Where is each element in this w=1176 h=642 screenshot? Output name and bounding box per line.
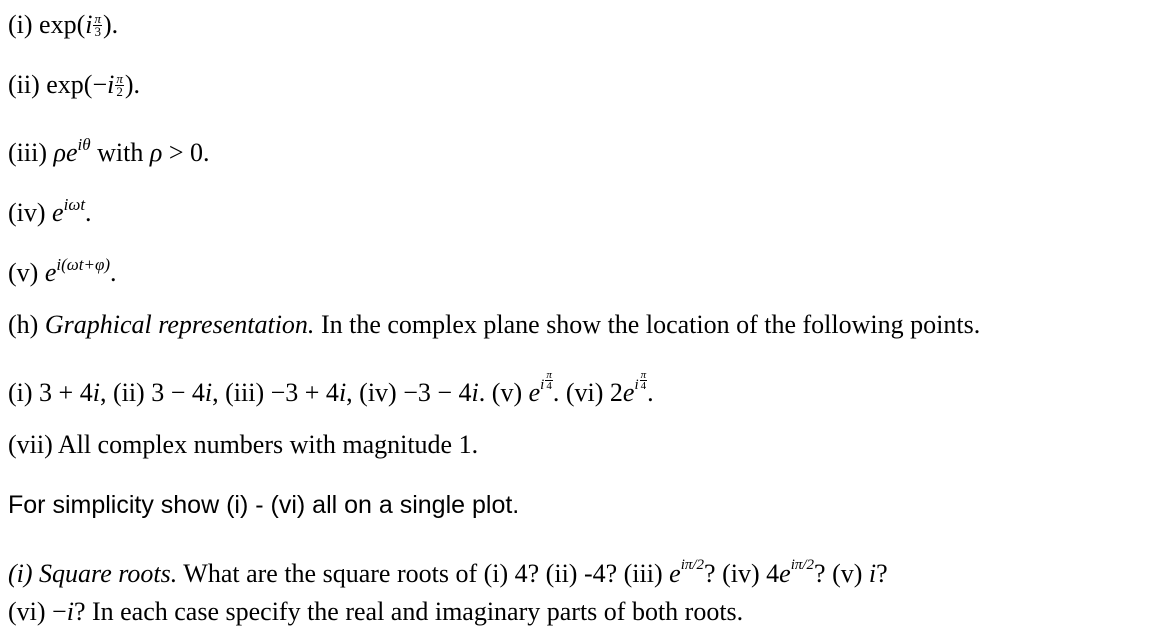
math-text: exp(− xyxy=(46,70,108,99)
point-text: , (iii) −3 + 4 xyxy=(212,378,339,407)
math-var: i xyxy=(204,378,213,407)
fraction-denominator: 4 xyxy=(640,380,647,392)
math-var: i xyxy=(471,378,479,407)
part-label: (i) xyxy=(8,559,33,588)
math-text: > 0. xyxy=(162,138,210,167)
part-text: ? xyxy=(876,559,888,588)
math-var: ρ xyxy=(149,138,163,167)
math-superscript: iθ xyxy=(77,135,91,154)
part-text: (vi) − xyxy=(8,597,67,626)
math-var: ρe xyxy=(53,138,78,167)
math-text: . xyxy=(85,198,92,227)
math-superscript: i(ωt+φ) xyxy=(56,255,111,274)
item-vii xyxy=(8,430,478,460)
points-list xyxy=(8,370,654,408)
math-var: i xyxy=(66,597,74,626)
item-ii xyxy=(8,70,140,100)
point-text: (i) 3 + 4 xyxy=(8,378,93,407)
item-text: (vii) All complex numbers with magnitude 1. xyxy=(8,430,479,459)
math-var: e xyxy=(44,258,57,287)
math-var: e xyxy=(528,378,541,407)
point-text: . xyxy=(647,378,654,407)
fraction xyxy=(115,70,124,99)
point-text: . (vi) 2 xyxy=(552,378,623,407)
item-i xyxy=(8,10,118,40)
fraction xyxy=(93,10,102,39)
part-label: (h) xyxy=(8,310,39,339)
math-superscript: i xyxy=(634,377,639,393)
fraction-numerator: π xyxy=(116,70,123,86)
math-text: ). xyxy=(103,10,119,39)
part-title: Graphical representation. xyxy=(44,310,315,339)
part-h-heading xyxy=(8,310,980,340)
fraction-denominator: 3 xyxy=(94,23,101,39)
point-text: , (iv) −3 − 4 xyxy=(346,378,472,407)
math-text: with xyxy=(90,138,150,167)
point-text: . (v) xyxy=(478,378,529,407)
note-text xyxy=(8,490,519,520)
part-title: Square roots. xyxy=(39,559,178,588)
fraction-denominator: 4 xyxy=(546,380,552,392)
math-var: e xyxy=(622,378,635,407)
math-text: ). xyxy=(124,70,141,99)
fraction-denominator: 2 xyxy=(116,83,123,99)
math-var: e xyxy=(669,559,681,588)
part-i-line1 xyxy=(8,550,888,589)
item-label: (i) xyxy=(8,10,33,39)
math-superscript: i xyxy=(540,377,545,393)
math-var: e xyxy=(779,559,791,588)
item-label: (v) xyxy=(8,258,39,287)
note-line: For simplicity show (i) - (vi) all on a single plot. xyxy=(8,491,520,519)
math-var: i xyxy=(85,10,93,39)
fraction-numerator: π xyxy=(546,369,552,381)
part-i-line2 xyxy=(8,597,743,627)
part-text: ? (v) xyxy=(814,559,869,588)
math-superscript: iωt xyxy=(63,195,86,214)
math-var: i xyxy=(868,559,877,588)
point-text: , (ii) 3 − 4 xyxy=(99,378,205,407)
item-iii xyxy=(8,130,210,168)
math-var: i xyxy=(92,378,100,407)
fraction-numerator: π xyxy=(94,10,101,26)
part-text: In the complex plane show the location of the following points. xyxy=(314,310,981,339)
fraction-superscript xyxy=(640,370,648,391)
item-label: (ii) xyxy=(8,70,40,99)
math-superscript: iπ/2 xyxy=(790,557,815,573)
fraction-numerator: π xyxy=(640,369,647,381)
math-text: exp( xyxy=(39,10,86,39)
part-text: What are the square roots of (i) 4? (ii) -4? (iii) xyxy=(177,559,670,588)
item-v xyxy=(8,250,117,288)
part-text: ? In each case specify the real and imaginary parts of both roots. xyxy=(73,597,744,626)
item-label: (iii) xyxy=(8,138,47,167)
part-text: ? (iv) 4 xyxy=(704,559,780,588)
fraction-superscript xyxy=(545,370,553,391)
math-var: i xyxy=(107,70,115,99)
math-text: . xyxy=(110,258,117,287)
math-var: e xyxy=(52,198,64,227)
item-iv xyxy=(8,190,92,228)
math-superscript: iπ/2 xyxy=(680,557,705,573)
item-label: (iv) xyxy=(8,198,46,227)
math-var: i xyxy=(338,378,347,407)
